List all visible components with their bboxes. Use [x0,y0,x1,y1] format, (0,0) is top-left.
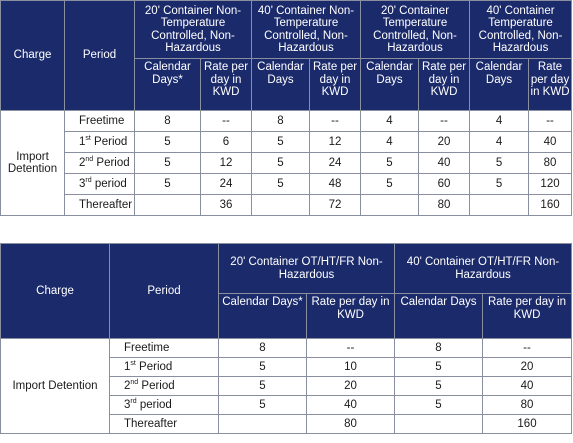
rate-header: Rate per day in KWD [201,59,252,111]
calendar-days-cell: 5 [135,174,201,195]
period-header: Period [65,1,135,111]
calendar-days-cell: 5 [252,174,310,195]
rate-cell: 36 [201,195,252,216]
period-cell: 3rd period [65,174,135,195]
group-header: 20' Container Non-Temperature Controlled, Non-Hazardous [135,1,252,59]
calendar-days-cell: 5 [470,153,529,174]
calendar-days-cell: 5 [395,396,483,415]
calendar-days-cell: 5 [252,132,310,153]
calendar-days-cell: 4 [361,111,419,132]
calendar-days-cell [219,415,307,434]
table-row [1,111,572,132]
rate-header: Rate per day in KWD [307,294,395,339]
calendar-days-cell: 5 [135,153,201,174]
rate-cell: 160 [529,195,572,216]
rate-cell: 40 [419,153,470,174]
rate-cell: -- [419,111,470,132]
calendar-days-cell: 4 [361,132,419,153]
table-row [1,195,572,216]
calendar-days-cell: 5 [135,132,201,153]
table-row [1,339,572,358]
group-header: 40' Container Non-Temperature Controlled, Non-Hazardous [252,1,361,59]
detention-table-standard [0,0,572,216]
calendar-days-cell: 5 [361,174,419,195]
group-header: 40' Container OT/HT/FR Non-Hazardous [395,244,572,294]
table-row [1,153,572,174]
calendar-days-cell: 5 [252,153,310,174]
rate-header: Rate per day in KWD [419,59,470,111]
charge-cell: Import Detention [1,339,110,434]
rate-header: Rate per day in KWD [529,59,572,111]
rate-cell: 80 [307,415,395,434]
rate-cell: -- [201,111,252,132]
detention-table-ot-ht-fr [0,243,572,434]
calendar-days-cell: 4 [470,111,529,132]
rate-cell: 40 [529,132,572,153]
period-cell: Thereafter [65,195,135,216]
rate-cell: 20 [483,358,572,377]
rate-cell: 120 [529,174,572,195]
calendar-days-cell: 5 [395,358,483,377]
calendar-days-header: Calendar Days [470,59,529,111]
calendar-days-cell: 5 [219,358,307,377]
period-cell: 1st Period [65,132,135,153]
calendar-days-cell: 5 [219,396,307,415]
calendar-days-header: Calendar Days [252,59,310,111]
period-cell: Thereafter [110,415,219,434]
period-cell: 3rd period [110,396,219,415]
rate-cell: -- [307,339,395,358]
calendar-days-cell: 5 [361,153,419,174]
rate-cell: -- [310,111,361,132]
rate-cell: 24 [310,153,361,174]
table-row [1,132,572,153]
rate-header: Rate per day in KWD [483,294,572,339]
calendar-days-cell [361,195,419,216]
rate-cell: 80 [529,153,572,174]
calendar-days-cell: 4 [470,132,529,153]
table-row [1,174,572,195]
calendar-days-cell: 5 [395,377,483,396]
calendar-days-cell [135,195,201,216]
rate-cell: 6 [201,132,252,153]
calendar-days-cell: 5 [219,377,307,396]
rate-cell: 12 [310,132,361,153]
charge-header: Charge [1,1,65,111]
charge-cell: Import Detention [1,111,65,216]
calendar-days-cell [252,195,310,216]
rate-cell: -- [483,339,572,358]
rate-cell: 40 [307,396,395,415]
calendar-days-cell: 8 [252,111,310,132]
calendar-days-header: Calendar Days* [135,59,201,111]
charge-header: Charge [1,244,110,339]
calendar-days-header: Calendar Days [395,294,483,339]
rate-header: Rate per day in KWD [310,59,361,111]
rate-cell: 12 [201,153,252,174]
rate-cell: 40 [483,377,572,396]
calendar-days-cell: 5 [470,174,529,195]
calendar-days-cell: 8 [135,111,201,132]
rate-cell: 20 [419,132,470,153]
rate-cell: 80 [483,396,572,415]
rate-cell: 80 [419,195,470,216]
period-cell: 1st Period [110,358,219,377]
rate-cell: 60 [419,174,470,195]
calendar-days-cell: 8 [395,339,483,358]
calendar-days-cell: 8 [219,339,307,358]
rate-cell: 20 [307,377,395,396]
rate-cell: 160 [483,415,572,434]
group-header: 20' Container Temperature Controlled, Non-Hazardous [361,1,470,59]
calendar-days-header: Calendar Days [361,59,419,111]
group-header: 20' Container OT/HT/FR Non-Hazardous [219,244,395,294]
period-cell: Freetime [110,339,219,358]
calendar-days-cell [395,415,483,434]
rate-cell: 48 [310,174,361,195]
rate-cell: 72 [310,195,361,216]
period-header: Period [110,244,219,339]
period-cell: 2nd Period [65,153,135,174]
period-cell: Freetime [65,111,135,132]
period-cell: 2nd Period [110,377,219,396]
calendar-days-cell [470,195,529,216]
calendar-days-header: Calendar Days* [219,294,307,339]
rate-cell: -- [529,111,572,132]
group-header: 40' Container Temperature Controlled, Non-Hazardous [470,1,572,59]
rate-cell: 24 [201,174,252,195]
rate-cell: 10 [307,358,395,377]
